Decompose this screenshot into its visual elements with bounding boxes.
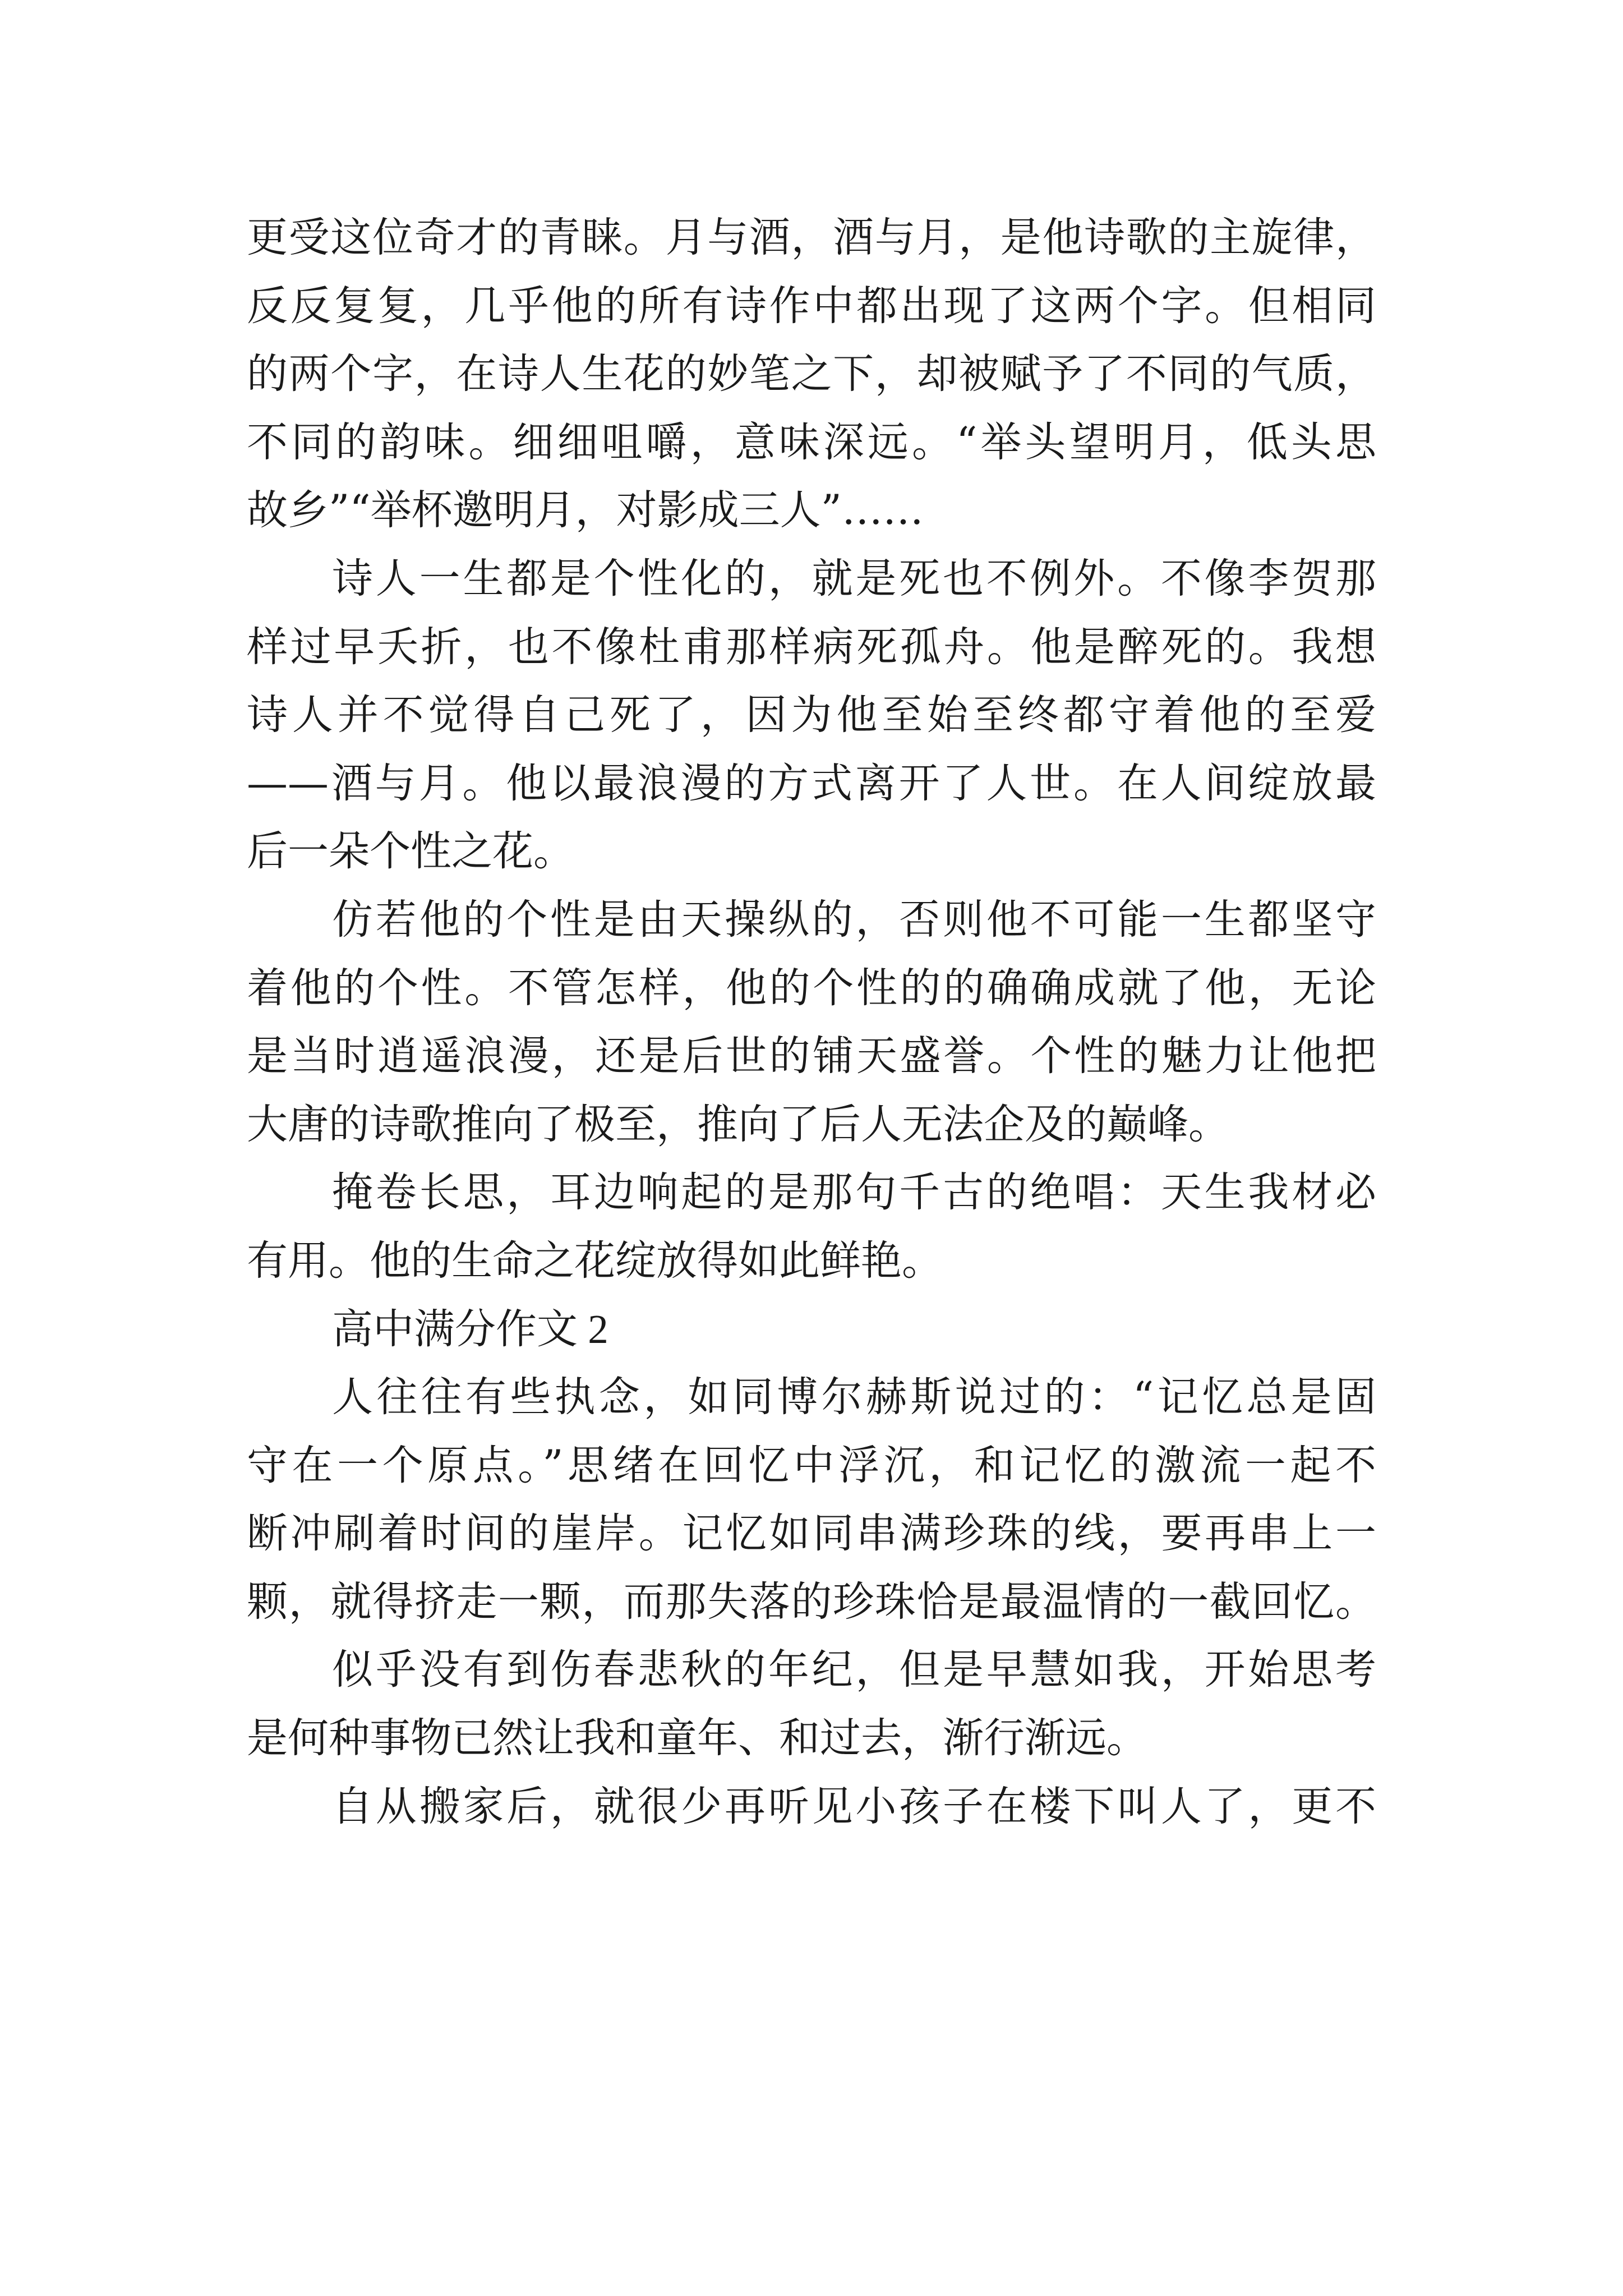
text-line: ——酒与月。他以最浪漫的方式离开了人世。在人间绽放最 <box>247 759 1376 807</box>
text-line: 反反复复，几乎他的所有诗作中都出现了这两个字。但相同 <box>247 282 1376 330</box>
essay-body <box>247 204 1376 1841</box>
text-line: 诗人并不觉得自己死了，因为他至始至终都守着他的至爱 <box>247 691 1376 739</box>
text-line: 是当时逍遥浪漫，还是后世的铺天盛誉。个性的魅力让他把 <box>247 1032 1376 1080</box>
text-line: 更受这位奇才的青睐。月与酒，酒与月，是他诗歌的主旋律， <box>247 214 1376 261</box>
text-line: 有用。他的生命之花绽放得如此鲜艳。 <box>247 1236 943 1285</box>
section-heading: 高中满分作文 2 <box>332 1306 608 1352</box>
paragraph-first-line: 诗人一生都是个性化的，就是死也不例外。不像李贺那 <box>332 554 1376 602</box>
text-line: 不同的韵味。细细咀嚼，意味深远。“举头望明月，低头思 <box>247 418 1376 466</box>
text-line: 的两个字，在诗人生花的妙笔之下，却被赋予了不同的气质， <box>247 350 1376 398</box>
text-line: 是何种事物已然让我和童年、和过去，渐行渐远。 <box>247 1714 1147 1763</box>
text-line: 断冲刷着时间的崖岸。记忆如同串满珍珠的线，要再串上一 <box>247 1510 1376 1558</box>
text-line: 颗，就得挤走一颗，而那失落的珍珠恰是最温情的一截回忆。 <box>247 1577 1376 1626</box>
text-line: 故乡”“举杯邀明月，对影成三人”…… <box>247 486 924 535</box>
paragraph-first-line: 似乎没有到伤春悲秋的年纪，但是早慧如我，开始思考 <box>332 1646 1376 1694</box>
text-line: 大唐的诗歌推向了极至，推向了后人无法企及的巅峰。 <box>247 1100 1229 1148</box>
text-line: 后一朵个性之花。 <box>247 827 574 876</box>
paragraph-first-line: 自从搬家后，就很少再听见小孩子在楼下叫人了，更不 <box>332 1782 1376 1830</box>
paragraph-first-line: 掩卷长思，耳边响起的是那句千古的绝唱：天生我材必 <box>332 1168 1376 1217</box>
text-line: 守在一个原点。”思绪在回忆中浮沉，和记忆的激流一起不 <box>247 1441 1376 1489</box>
paragraph-first-line: 仿若他的个性是由天操纵的，否则他不可能一生都坚守 <box>332 895 1376 944</box>
paragraph-first-line: 人往往有些执念，如同博尔赫斯说过的：“记忆总是固 <box>332 1373 1376 1421</box>
text-line: 着他的个性。不管怎样，他的个性的的确确成就了他，无论 <box>247 964 1376 1012</box>
text-line: 样过早夭折，也不像杜甫那样病死孤舟。他是醉死的。我想 <box>247 623 1376 671</box>
